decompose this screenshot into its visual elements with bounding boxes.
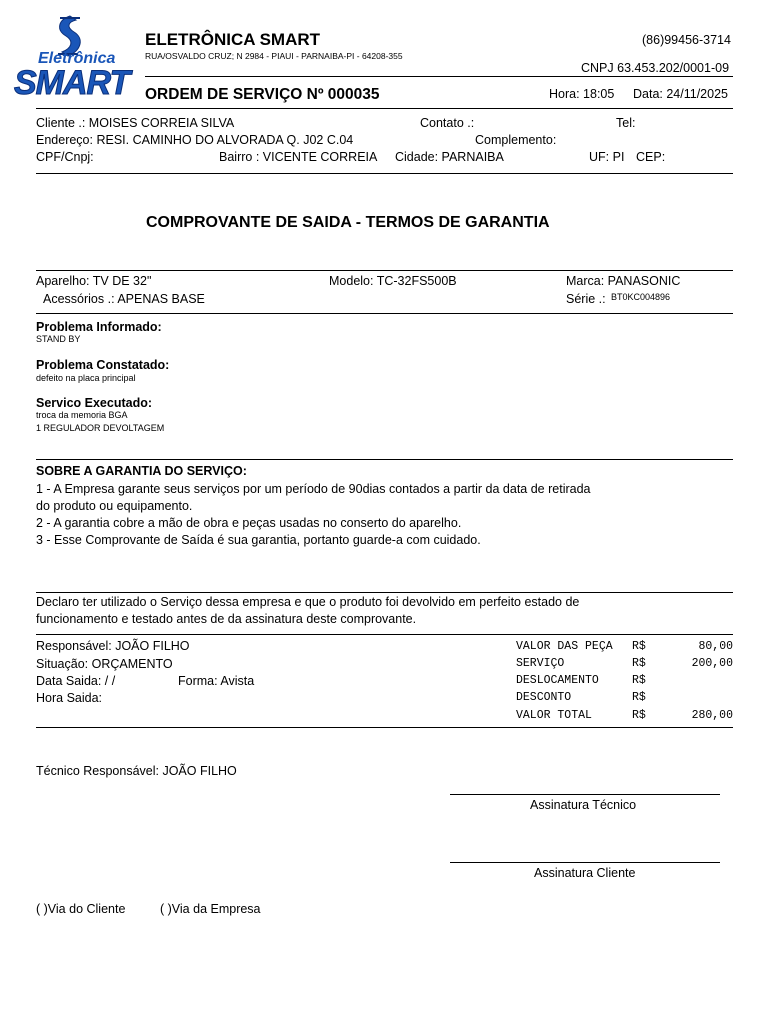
problema-constatado-value: defeito na placa principal [36,373,136,383]
value-currency: R$ [632,640,646,653]
summary-situacao: Situação: ORÇAMENTO [36,657,173,671]
problema-constatado-label: Problema Constatado: [36,358,170,372]
header-divider [145,76,733,77]
device-marca: Marca: PANASONIC [566,274,681,288]
signature-line-cliente [450,862,720,863]
client-uf: UF: PI [589,150,625,164]
value-label: DESLOCAMENTO [516,674,599,687]
order-title: ORDEM DE SERVIÇO Nº 000035 [145,86,380,103]
client-tel: Tel: [616,116,636,130]
via-cliente-checkbox: ( )Via do Cliente [36,902,126,916]
divider [36,173,733,174]
company-address: RUA/OSVALDO CRUZ; N 2984 - PIAUI - PARNAIBA-PI - 64208-355 [145,51,403,61]
divider [36,459,733,460]
servico-executado-line1: troca da memoria BGA [36,410,128,420]
servico-executado-label: Servico Executado: [36,396,153,410]
assinatura-tecnico: Assinatura Técnico [530,798,637,812]
client-cpf: CPF/Cnpj: [36,150,94,164]
logo-text-top: Eletrônica [38,50,116,67]
warranty-heading: SOBRE A GARANTIA DO SERVIÇO: [36,464,247,478]
divider [36,108,733,109]
company-logo [10,12,128,102]
client-cep: CEP: [636,150,666,164]
client-name: Cliente .: MOISES CORREIA SILVA [36,116,235,130]
company-name: ELETRÔNICA SMART [145,30,321,49]
assinatura-cliente: Assinatura Cliente [534,866,636,880]
client-cidade: Cidade: PARNAIBA [395,150,504,164]
value-label: DESCONTO [516,691,572,704]
divider [36,634,733,635]
device-modelo: Modelo: TC-32FS500B [329,274,457,288]
summary-forma: Forma: Avista [178,674,255,688]
declaration-line: funcionamento e testado antes de da assinatura deste comprovante. [36,612,417,626]
summary-data-saida: Data Saida: / / [36,674,116,688]
value-amount: 80,00 [698,640,733,653]
value-currency: R$ [632,691,646,704]
value-label: VALOR DAS PEÇA [516,640,613,653]
logo-text-bottom: SMART [14,64,130,102]
divider [36,270,733,271]
divider [36,313,733,314]
company-cnpj: CNPJ 63.453.202/0001-09 [581,61,730,75]
warranty-line: do produto ou equipamento. [36,499,193,513]
tecnico-responsavel: Técnico Responsável: JOÃO FILHO [36,764,237,778]
divider [36,727,733,728]
order-data: Data: 24/11/2025 [633,87,728,101]
value-label: SERVIÇO [516,657,565,670]
value-total-label: VALOR TOTAL [516,709,592,722]
value-amount: 200,00 [691,657,733,670]
client-contato: Contato .: [420,116,475,130]
device-serie-label: Série .: [566,292,606,306]
value-total-amount: 280,00 [691,709,733,722]
warranty-line: 1 - A Empresa garante seus serviços por um período de 90dias contados a partir da data de retirada [36,482,591,496]
problema-informado-value: STAND BY [36,334,81,344]
company-phone: (86)99456-3714 [642,33,731,47]
summary-responsavel: Responsável: JOÃO FILHO [36,639,190,653]
servico-executado-line2: 1 REGULADOR DEVOLTAGEM [36,423,165,433]
device-serie-value: BT0KC004896 [611,292,671,302]
warranty-line: 3 - Esse Comprovante de Saída é sua garantia, portanto guarde-a com cuidado. [36,533,481,547]
device-aparelho: Aparelho: TV DE 32" [36,274,152,288]
summary-hora-saida: Hora Saida: [36,691,103,705]
device-acessorios: Acessórios .: APENAS BASE [43,292,205,306]
document-title: COMPROVANTE DE SAIDA - TERMOS DE GARANTIA [146,214,550,231]
warranty-line: 2 - A garantia cobre a mão de obra e peças usadas no conserto do aparelho. [36,516,462,530]
value-currency: R$ [632,674,646,687]
client-complemento: Complemento: [475,133,557,147]
client-bairro: Bairro : VICENTE CORREIA [219,150,378,164]
divider [36,592,733,593]
client-endereco: Endereço: RESI. CAMINHO DO ALVORADA Q. J02 C.04 [36,133,354,147]
order-hora: Hora: 18:05 [549,87,615,101]
declaration-line: Declaro ter utilizado o Serviço dessa empresa e que o produto foi devolvido em perfeito estado de [36,595,580,609]
via-empresa-checkbox: ( )Via da Empresa [160,902,261,916]
value-currency: R$ [632,657,646,670]
problema-informado-label: Problema Informado: [36,320,162,334]
value-total-currency: R$ [632,709,646,722]
signature-line-tecnico [450,794,720,795]
